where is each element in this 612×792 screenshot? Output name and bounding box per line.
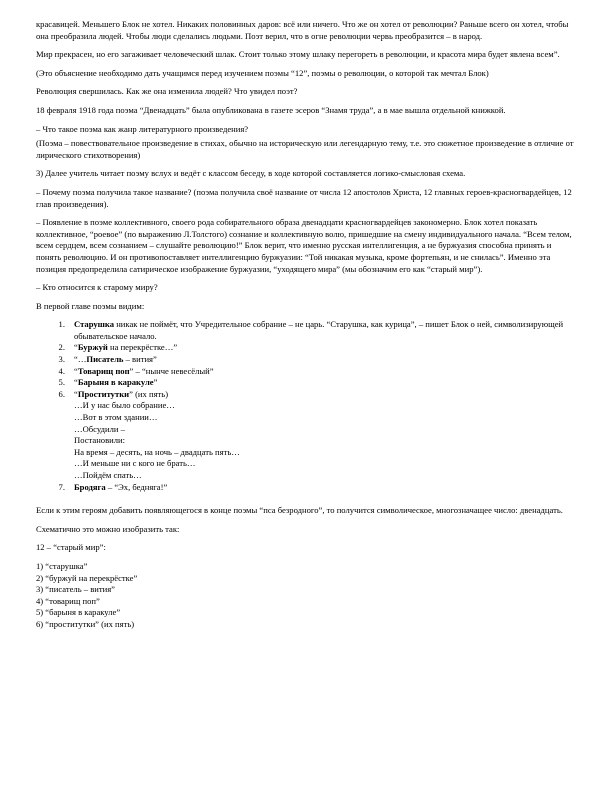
list-item: 1. Старушка никак не поймёт, что Учредительное собрание – не царь. “Старушка, как курица”, – пишет Блок о ней, символизирующей обывательское начало. (58, 319, 564, 341)
paragraph-genre-answer: (Поэма – повествовательное произведение в стихах, обычно на историческую или легендарную тему, т.е. это сюжетное произведение в отличие от лирического стихотворения) (36, 138, 574, 160)
paragraph-explanation-note: (Это объяснение необходимо дать учащимся перед изучением поэмы “12”, поэмы о революции, о которой так мечтал Блок) (36, 67, 489, 78)
paragraph-collective-image: – Появление в поэме коллективного, своего рода собирательного образа двенадцати красногвардейцев закономерно. Блок хотел показать коллективное, “роевое” (по выражению Л.Толстого) сознание и коллективную волю, пришедшие на смену индивидуального начала. “Всем телом, всем сердцем, всем сознанием – слушайте революцию!” Блок верит, что именно русская интеллигенция, а не буржуазия способна принять и понять революцию. И он противопоставляет интеллигенцию буржуазии: “Той никакая музыка, кроме фортепьян, и не снилась”. Именно эта позиция предопределила сатирическое изображение буржуазии, “уходящего мира” (мы обозначим его как “старый мир”). (36, 217, 572, 274)
character-name: Старушка (74, 319, 115, 330)
character-name: Писатель (86, 354, 124, 365)
verse-line: …Обсудили – (74, 423, 125, 434)
list-item: 7. Бродяга – “Эх, бедняга!” (58, 481, 168, 492)
paragraph-revolution-intro: красавицей. Меньшего Блок не хотел. Никаких половинных даров: всё или ничего. Что же он хотел от революции? Раньше всего он хотел, чтобы она преобразила людей. Чтобы люди сделались людьми. Поэт верил, что в огне революции червь преобразится – в народ. (36, 19, 569, 41)
paragraph-old-world-question: – Кто относится к старому миру? (36, 282, 158, 293)
paragraph-first-chapter: В первой главе поэмы видим: (36, 300, 145, 311)
character-name: Бродяга (74, 481, 106, 492)
list-item: 4. “Товарищ поп” – “нынче невесёлый” (58, 365, 214, 376)
paragraph-twelve-symbol: Если к этим героям добавить появляющегося в конце поэмы “пса безродного”, то получится символическое, многозначащее число: двенадцать. (36, 505, 563, 516)
verse-line: …И у нас было собрание… (74, 400, 175, 411)
paragraph-title-question: – Почему поэма получила такое название? (поэма получила своё название от числа 12 апостолов Христа, 12 главных героев-красногвардейцев, 12 глав произведения). (36, 186, 572, 209)
verse-line: Постановили: (74, 435, 126, 446)
list-item: 6. “Проститутки” (их пять) …И у нас было собрание… …Вот в этом здании… …Обсудили – Постановили: На время – десять, на ночь – двадцать пять… …И меньше ни с кого не брать… …Пойдём спать… (36, 389, 576, 482)
verse-line: …Пойдём спать… (74, 470, 142, 480)
character-name: Проститутки (77, 388, 130, 399)
scheme-item: 6) “проститутки” (их пять) (36, 618, 135, 629)
scheme-item: 2) “буржуй на перекрёстке” (36, 572, 138, 583)
paragraph-teacher-reads: 3) Далее учитель читает поэму вслух и ведёт с классом беседу, в ходе которой составляется логико-смысловая схема. (36, 168, 466, 179)
list-item: 5. “Барыня в каракуле” (58, 377, 158, 388)
characters-list (36, 319, 576, 493)
scheme-item: 3) “писатель – вития” (36, 584, 115, 595)
verse-line: На время – десять, на ночь – двадцать пять… (74, 446, 240, 457)
character-name: Товарищ поп (77, 365, 130, 376)
paragraph-beautiful-world: Мир прекрасен, но его загаживает человеческий шлак. Стоит только этому шлаку перегореть в революции, и красота мира будет явлена всем”. (36, 49, 560, 60)
verse-line: …И меньше ни с кого не брать… (74, 458, 196, 469)
list-item: 3. “…Писатель – вития” (58, 354, 157, 365)
verse-line: …Вот в этом здании… (74, 412, 158, 423)
character-name: Буржуй (77, 342, 108, 353)
scheme-item: 5) “барыня в каракуле” (36, 607, 121, 618)
scheme-item: 1) “старушка” (36, 560, 88, 571)
paragraph-genre-question: – Что такое поэма как жанр литературного произведения? (36, 123, 249, 134)
paragraph-scheme-intro: Схематично это можно изобразить так: (36, 523, 180, 534)
paragraph-revolution-question: Революция свершилась. Как же она изменила людей? Что увидел поэт? (36, 86, 298, 97)
scheme-item: 4) “товарищ поп” (36, 595, 100, 606)
paragraph-scheme-heading: 12 – “старый мир”: (36, 542, 106, 553)
character-name: Барыня в каракуле (77, 377, 154, 388)
paragraph-publication: 18 февраля 1918 года поэма “Двенадцать” была опубликована в газете эсеров “Знамя труда”, а в мае вышла отдельной книжкой. (36, 104, 506, 115)
scheme-list (36, 561, 576, 631)
list-item: 2. “Буржуй на перекрёстке…” (58, 342, 178, 353)
